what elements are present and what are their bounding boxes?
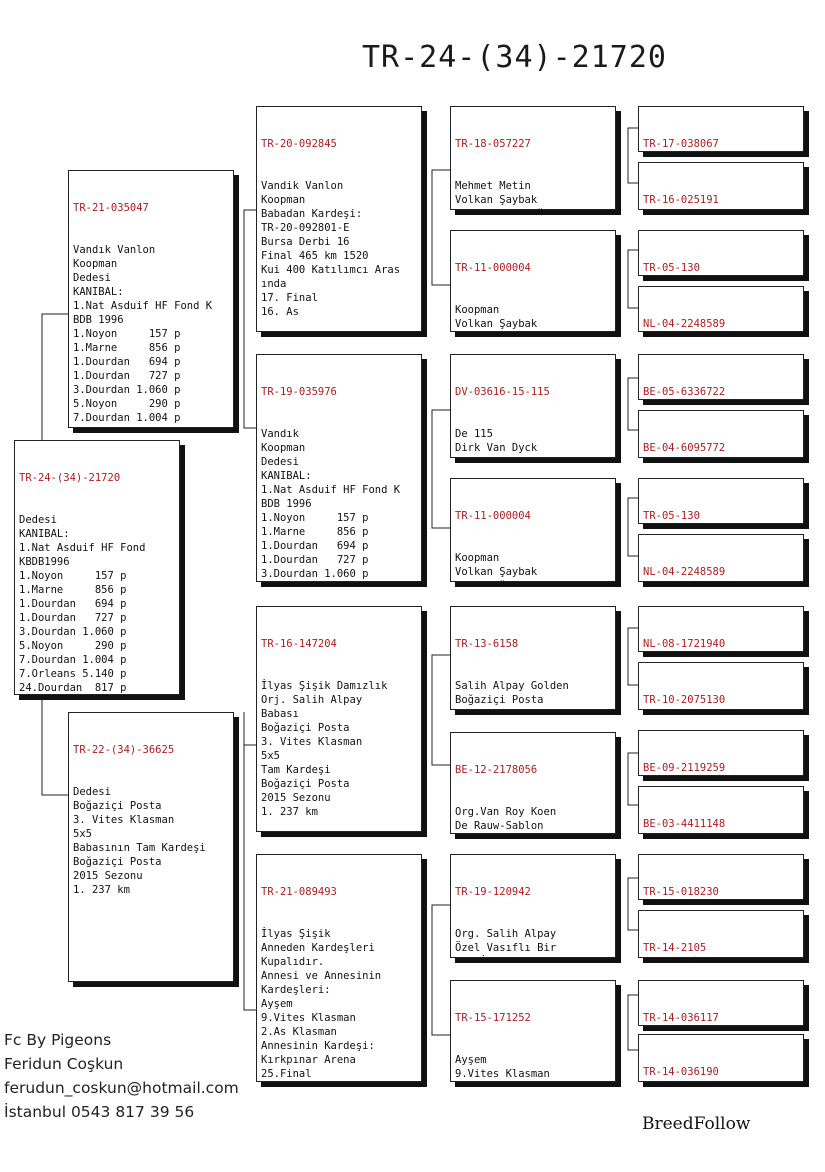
pigeon-card-gen4-10[interactable]: [638, 662, 804, 710]
pigeon-card-gen4-13[interactable]: [638, 854, 804, 900]
pigeon-card-gen4-11[interactable]: [638, 730, 804, 776]
ring-number: TR-05-130: [643, 262, 700, 274]
ring-number: TR-19-120942: [455, 886, 531, 898]
ring-number: TR-14-036190: [643, 1066, 719, 1078]
ring-number: TR-17-038067: [643, 138, 719, 150]
ring-number: TR-11-000004: [455, 262, 531, 274]
connector-ssd: [628, 250, 638, 308]
pigeon-card-gen3-2[interactable]: TR-11-000004 Koopman Volkan Şaybak: [450, 230, 616, 332]
ring-number: TR-14-2105: [643, 942, 707, 954]
ring-number: TR-24-(34)-21720: [19, 472, 121, 484]
connector-sdd: [628, 498, 638, 556]
pigeon-card-gen3-7[interactable]: TR-19-120942 Org. Salih Alpay Özel Vasıflı Bir: [450, 854, 616, 958]
footer-loft-name: Fc By Pigeons: [4, 1031, 112, 1049]
ring-number: NL-04-2248589: [643, 318, 726, 330]
pigeon-card-dam-dam[interactable]: TR-21-089493 İlyas Şişik Anneden Kardeşleri Kupalıdır. Annesi ve Annesinin Kardeşleri: Ayşem 9.Vites Klasman 2.As Klasman Annesinin Kardeşi: Kırkpınar Arena 25.Final: [256, 854, 422, 1082]
connector-sire: [244, 210, 256, 428]
footer-owner-name: Feridun Coşkun: [4, 1055, 124, 1073]
ring-number: DV-03616-15-115: [455, 386, 550, 398]
ring-number: TR-14-036117: [643, 1012, 719, 1024]
ring-number: TR-18-057227: [455, 138, 531, 150]
pigeon-card-dam-sire[interactable]: TR-16-147204 İlyas Şişik Damızlık Orj. Salih Alpay Babası Boğaziçi Posta 3. Vites Klasman 5x5 Tam Kardeşi Boğaziçi Posta 2015 Sezonu 1. 237 km: [256, 606, 422, 832]
ring-number: TR-13-6158: [455, 638, 519, 650]
pigeon-card-gen4-6[interactable]: [638, 410, 804, 458]
pigeon-card-gen4-8[interactable]: [638, 534, 804, 582]
ring-number: BE-12-2178056: [455, 764, 538, 776]
pigeon-card-sire-dam[interactable]: TR-19-035976 Vandık Koopman Dedesi KANIBAL: 1.Nat Asduif HF Fond K BDB 1996 1.Noyon 157 p 1.Marne 856 p 1.Dourdan 694 p 1.Dourdan 727 p 3.Dourdan 1.060 p: [256, 354, 422, 582]
connector-ds: [432, 655, 450, 765]
pigeon-card-gen4-15[interactable]: [638, 980, 804, 1026]
ring-number: BE-05-6336722: [643, 386, 726, 398]
pigeon-card-gen3-8[interactable]: TR-15-171252 Ayşem 9.Vites Klasman: [450, 980, 616, 1082]
pigeon-card-gen4-1[interactable]: [638, 106, 804, 152]
pigeon-card-gen4-7[interactable]: [638, 478, 804, 524]
ring-number: TR-10-2075130: [643, 694, 726, 706]
ring-number: NL-08-1721940: [643, 638, 726, 650]
connector-dds: [628, 878, 638, 930]
connector-dsd: [628, 753, 638, 805]
pigeon-card-gen3-6[interactable]: BE-12-2178056 Org.Van Roy Koen De Rauw-Sablon: [450, 732, 616, 834]
pigeon-card-subject[interactable]: TR-24-(34)-21720 Dedesi KANIBAL: 1.Nat Asduif HF Fond KBDB1996 1.Noyon 157 p 1.Marne 856 p 1.Dourdan 694 p 1.Dourdan 727 p 3.Dourdan 1.060 p 5.Noyon 290 p 7.Dourdan 1.004 p 7.Orleans 5.140 p 24.Dourdan 817 p: [14, 440, 180, 695]
ring-number: TR-22-(34)-36625: [73, 744, 175, 756]
pigeon-card-gen3-4[interactable]: TR-11-000004 Koopman Volkan Şaybak: [450, 478, 616, 582]
connector-dam: [244, 712, 256, 1010]
ring-number: TR-19-035976: [261, 386, 337, 398]
ring-number: TR-21-035047: [73, 202, 149, 214]
connector-dd: [432, 905, 450, 1035]
ring-number: BE-03-4411148: [643, 818, 726, 830]
pigeon-card-sire-sire[interactable]: TR-20-092845 Vandik Vanlon Koopman Babadan Kardeşi: TR-20-092801-E Bursa Derbi 16 Final 465 km 1520 Kui 400 Katılımcı Aras ında 17. Final 16. As: [256, 106, 422, 332]
connector-sss: [628, 128, 638, 183]
pigeon-card-gen3-5[interactable]: TR-13-6158 Salih Alpay Golden Boğaziçi Posta: [450, 606, 616, 710]
ring-number: TR-05-130: [643, 510, 700, 522]
ring-number: TR-15-171252: [455, 1012, 531, 1024]
pigeon-card-gen3-3[interactable]: DV-03616-15-115 De 115 Dirk Van Dyck: [450, 354, 616, 458]
connector-ss: [432, 170, 450, 285]
connector-sds: [628, 378, 638, 430]
connector-ddd: [628, 995, 638, 1050]
footer-email[interactable]: ferudun_coskun@hotmail.com: [4, 1079, 239, 1097]
pigeon-card-gen4-12[interactable]: [638, 786, 804, 834]
ring-number: TR-20-092845: [261, 138, 337, 150]
ring-number: TR-21-089493: [261, 886, 337, 898]
ring-number: TR-16-025191: [643, 194, 719, 206]
ring-number: BE-04-6095772: [643, 442, 726, 454]
ring-number: NL-04-2248589: [643, 566, 726, 578]
pigeon-card-gen4-3[interactable]: [638, 230, 804, 276]
connector-sd: [432, 410, 450, 528]
contact-footer: [4, 1028, 239, 1124]
connector-dss: [628, 628, 638, 685]
pigeon-card-gen3-1[interactable]: TR-18-057227 Mehmet Metin Volkan Şaybak: [450, 106, 616, 210]
pedigree-title: TR-24-(34)-21720: [362, 40, 667, 75]
pigeon-card-gen4-2[interactable]: [638, 162, 804, 210]
pigeon-card-gen4-4[interactable]: [638, 286, 804, 332]
pigeon-card-sire[interactable]: TR-21-035047 Vandık Vanlon Koopman Dedesi KANIBAL: 1.Nat Asduif HF Fond K BDB 1996 1.Noyon 157 p 1.Marne 856 p 1.Dourdan 694 p 1.Dourdan 727 p 3.Dourdan 1.060 p 5.Noyon 290 p 7.Dourdan 1.004 p: [68, 170, 234, 428]
footer-phone: İstanbul 0543 817 39 56: [4, 1103, 195, 1121]
ring-number: TR-15-018230: [643, 886, 719, 898]
pigeon-card-gen4-5[interactable]: [638, 354, 804, 400]
pigeon-card-gen4-16[interactable]: [638, 1034, 804, 1082]
ring-number: TR-11-000004: [455, 510, 531, 522]
pigeon-card-dam[interactable]: TR-22-(34)-36625 Dedesi Boğaziçi Posta 3. Vites Klasman 5x5 Babasının Tam Kardeşi Boğaziçi Posta 2015 Sezonu 1. 237 km: [68, 712, 234, 982]
ring-number: BE-09-2119259: [643, 762, 726, 774]
ring-number: TR-16-147204: [261, 638, 337, 650]
pigeon-card-gen4-14[interactable]: [638, 910, 804, 958]
pigeon-card-gen4-9[interactable]: [638, 606, 804, 652]
brand-logo-text: BreedFollow: [642, 1114, 751, 1134]
